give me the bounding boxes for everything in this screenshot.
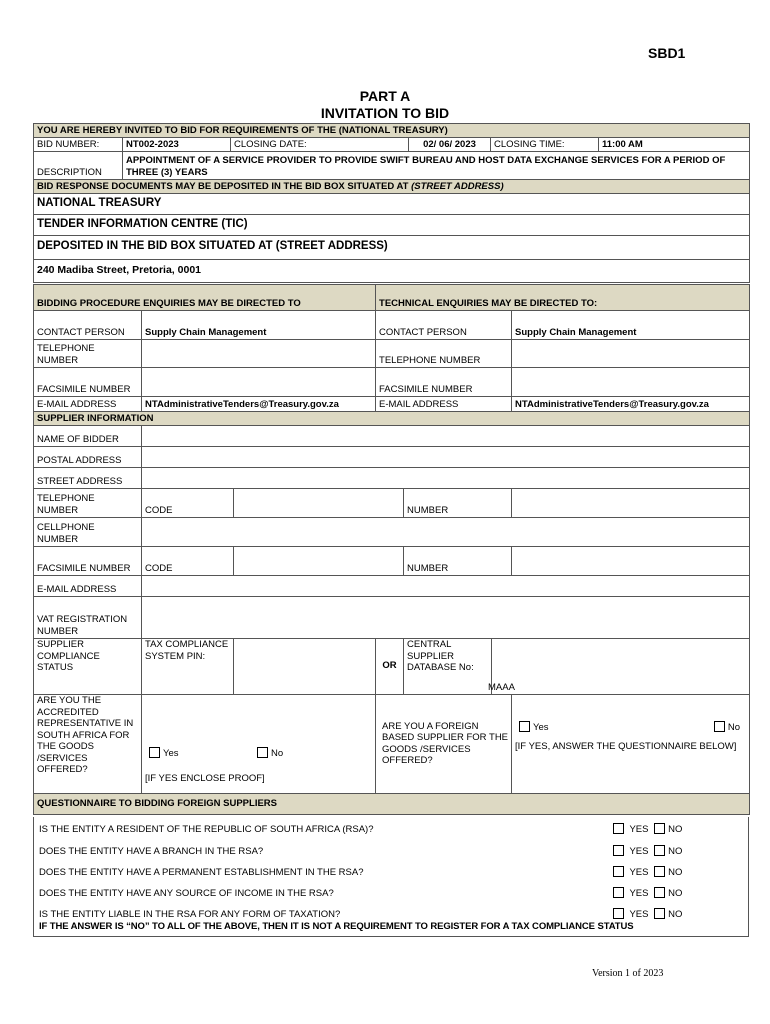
contact-person-label: CONTACT PERSON xyxy=(34,311,142,340)
csd-field[interactable] xyxy=(488,639,750,695)
question-5-no-label: NO xyxy=(668,909,683,920)
accredited-label: ARE YOU THE ACCREDITED REPRESENTATIVE IN SOUTH AFRICA FOR THE GOODS /SERVICES OFFERED? xyxy=(34,695,142,794)
accredited-yes-checkbox[interactable] xyxy=(149,747,160,758)
tax-pin-field[interactable] xyxy=(234,639,376,695)
facsimile-code-label: CODE xyxy=(142,547,234,576)
question-3-yes-label: YES xyxy=(629,867,649,878)
question-3-no-checkbox[interactable] xyxy=(654,866,665,877)
supplier-email-label: E-MAIL ADDRESS xyxy=(34,576,142,597)
facsimile-label: FACSIMILE NUMBER xyxy=(34,368,142,397)
part-title: PART A xyxy=(359,88,411,104)
supplier-telephone-label: TELEPHONE NUMBER xyxy=(34,489,142,518)
page-title: INVITATION TO BID xyxy=(320,105,450,121)
question-5-no-checkbox[interactable] xyxy=(654,908,665,919)
tech-facsimile-label: FACSIMILE NUMBER xyxy=(376,368,512,397)
question-5-yes-label: YES xyxy=(629,909,649,920)
deposit-label-italic: (STREET ADDRESS) xyxy=(411,180,504,192)
question-4-yes-checkbox[interactable] xyxy=(613,887,624,898)
street-address-field[interactable] xyxy=(142,468,750,489)
facsimile-value[interactable] xyxy=(142,368,376,397)
foreign-supplier-label: ARE YOU A FOREIGN BASED SUPPLIER FOR THE GOODS /SERVICES OFFERED? xyxy=(376,695,512,794)
question-3-no-label: NO xyxy=(668,867,683,878)
foreign-yes[interactable] xyxy=(519,721,549,734)
address-line-4: 240 Madiba Street, Pretoria, 0001 xyxy=(34,260,750,283)
tech-telephone-label: TELEPHONE NUMBER xyxy=(376,340,512,368)
tech-facsimile-value[interactable] xyxy=(512,368,750,397)
telephone-number-label: NUMBER xyxy=(404,489,512,518)
accredited-no[interactable] xyxy=(257,747,283,760)
email-value[interactable]: NTAdministrativeTenders@Treasury.gov.za xyxy=(142,397,376,412)
question-5: IS THE ENTITY LIABLE IN THE RSA FOR ANY FORM OF TAXATION? xyxy=(39,909,341,920)
questionnaire-note: [IF YES, ANSWER THE QUESTIONNAIRE BELOW] xyxy=(515,741,737,752)
bidder-name-field[interactable] xyxy=(142,426,750,447)
accredited-no-checkbox[interactable] xyxy=(257,747,268,758)
supplier-facsimile-label: FACSIMILE NUMBER xyxy=(34,547,142,576)
question-4-yes-label: YES xyxy=(629,888,649,899)
description-value[interactable]: APPOINTMENT OF A SERVICE PROVIDER TO PROVIDE SWIFT BUREAU AND HOST DATA EXCHANGE SERVICES FOR A PERIOD OF THREE (3) YEARS xyxy=(123,152,750,180)
question-2-yes-checkbox[interactable] xyxy=(613,845,624,856)
tech-contact-person-label: CONTACT PERSON xyxy=(376,311,512,340)
question-1-yes-label: YES xyxy=(629,824,649,835)
questionnaire-footer-note: IF THE ANSWER IS “NO” TO ALL OF THE ABOVE, THEN IT IS NOT A REQUIREMENT TO REGISTER FOR A TAX COMPLIANCE STATUS xyxy=(39,921,634,932)
question-1: IS THE ENTITY A RESIDENT OF THE REPUBLIC OF SOUTH AFRICA (RSA)? xyxy=(39,824,374,835)
enclose-proof-note: [IF YES ENCLOSE PROOF] xyxy=(145,772,265,784)
question-4-no-checkbox[interactable] xyxy=(654,887,665,898)
technical-enquiries-header: TECHNICAL ENQUIRIES MAY BE DIRECTED TO: xyxy=(376,285,750,311)
closing-time-value[interactable]: 11:00 AM xyxy=(599,138,750,152)
supplier-info-header: SUPPLIER INFORMATION xyxy=(34,412,750,426)
vat-field[interactable] xyxy=(142,597,750,639)
question-1-yes-checkbox[interactable] xyxy=(613,823,624,834)
closing-date-label: CLOSING DATE: xyxy=(231,138,409,152)
foreign-no-label: No xyxy=(727,722,741,733)
question-4-no-label: NO xyxy=(668,888,683,899)
address-line-2: TENDER INFORMATION CENTRE (TIC) xyxy=(34,215,750,236)
telephone-value[interactable] xyxy=(142,340,376,368)
csd-prefix: MAAA xyxy=(488,681,515,693)
tech-telephone-value[interactable] xyxy=(512,340,750,368)
facsimile-number-label: NUMBER xyxy=(404,547,512,576)
accredited-checkbox-row xyxy=(145,745,372,765)
bid-number-label: BID NUMBER: xyxy=(34,138,123,152)
telephone-label: TELEPHONE NUMBER xyxy=(34,340,142,368)
question-5-yes-checkbox[interactable] xyxy=(613,908,624,919)
vat-label: VAT REGISTRATION NUMBER xyxy=(34,597,142,639)
accredited-no-label: No xyxy=(271,747,284,759)
question-2-no-checkbox[interactable] xyxy=(654,845,665,856)
question-3-options xyxy=(613,866,682,878)
address-line-3: DEPOSITED IN THE BID BOX SITUATED AT (STREET ADDRESS) xyxy=(34,236,750,260)
telephone-code-field[interactable] xyxy=(234,489,404,518)
question-2-yes-label: YES xyxy=(629,846,649,857)
deposit-label: BID RESPONSE DOCUMENTS MAY BE DEPOSITED IN THE BID BOX SITUATED AT xyxy=(37,180,409,192)
question-1-no-checkbox[interactable] xyxy=(654,823,665,834)
questionnaire-header: QUESTIONNAIRE TO BIDDING FOREIGN SUPPLIERS xyxy=(34,794,750,815)
tech-contact-person-value[interactable]: Supply Chain Management xyxy=(512,311,750,340)
compliance-label: SUPPLIER COMPLIANCE STATUS xyxy=(34,639,142,695)
question-2-options xyxy=(613,845,682,857)
question-3: DOES THE ENTITY HAVE A PERMANENT ESTABLISHMENT IN THE RSA? xyxy=(39,867,364,878)
tech-email-label: E-MAIL ADDRESS xyxy=(376,397,512,412)
facsimile-number-field[interactable] xyxy=(512,547,750,576)
question-1-no-label: NO xyxy=(668,824,683,835)
accredited-yes-label: Yes xyxy=(163,747,179,759)
closing-date-value[interactable]: 02/ 06/ 2023 xyxy=(409,138,491,152)
foreign-supplier-options xyxy=(512,695,750,794)
postal-address-label: POSTAL ADDRESS xyxy=(34,447,142,468)
invitation-table xyxy=(33,123,750,283)
postal-address-field[interactable] xyxy=(142,447,750,468)
tax-pin-label: TAX COMPLIANCE SYSTEM PIN: xyxy=(142,639,234,695)
form-code: SBD1 xyxy=(648,45,686,61)
facsimile-code-field[interactable] xyxy=(234,547,404,576)
csd-label: CENTRAL SUPPLIER DATABASE No: xyxy=(404,639,492,695)
address-line-1: NATIONAL TREASURY xyxy=(34,194,750,215)
closing-time-label: CLOSING TIME: xyxy=(491,138,599,152)
street-address-label: STREET ADDRESS xyxy=(34,468,142,489)
description-label: DESCRIPTION xyxy=(34,152,123,180)
telephone-number-field[interactable] xyxy=(512,489,750,518)
question-4: DOES THE ENTITY HAVE ANY SOURCE OF INCOME IN THE RSA? xyxy=(39,888,334,899)
foreign-checkbox-row xyxy=(515,721,746,739)
question-1-options xyxy=(613,823,682,835)
foreign-yes-label: Yes xyxy=(533,722,549,733)
question-5-options xyxy=(613,908,682,920)
deposit-header xyxy=(34,180,750,194)
bidder-name-label: NAME OF BIDDER xyxy=(34,426,142,447)
cellphone-field[interactable] xyxy=(142,518,750,547)
version-footer: Version 1 of 2023 xyxy=(592,968,664,979)
cellphone-label: CELLPHONE NUMBER xyxy=(34,518,142,547)
contact-person-value[interactable]: Supply Chain Management xyxy=(142,311,376,340)
bidding-enquiries-header: BIDDING PROCEDURE ENQUIRIES MAY BE DIRECTED TO xyxy=(34,285,376,311)
supplier-email-field[interactable] xyxy=(142,576,750,597)
accredited-yes[interactable] xyxy=(149,747,179,760)
invitation-intro: YOU ARE HEREBY INVITED TO BID FOR REQUIREMENTS OF THE (NATIONAL TREASURY) xyxy=(34,124,750,138)
tech-email-value[interactable]: NTAdministrativeTenders@Treasury.gov.za xyxy=(512,397,750,412)
question-3-yes-checkbox[interactable] xyxy=(613,866,624,877)
telephone-code-label: CODE xyxy=(142,489,234,518)
question-4-options xyxy=(613,887,682,899)
accredited-options xyxy=(142,695,376,794)
bid-number-value[interactable]: NT002-2023 xyxy=(123,138,231,152)
foreign-yes-checkbox[interactable] xyxy=(519,721,530,732)
foreign-no[interactable] xyxy=(714,721,740,734)
question-2-no-label: NO xyxy=(668,846,683,857)
foreign-no-checkbox[interactable] xyxy=(714,721,725,732)
or-label: OR xyxy=(376,639,404,695)
supplier-table xyxy=(33,284,750,815)
email-label: E-MAIL ADDRESS xyxy=(34,397,142,412)
question-2: DOES THE ENTITY HAVE A BRANCH IN THE RSA? xyxy=(39,846,264,857)
